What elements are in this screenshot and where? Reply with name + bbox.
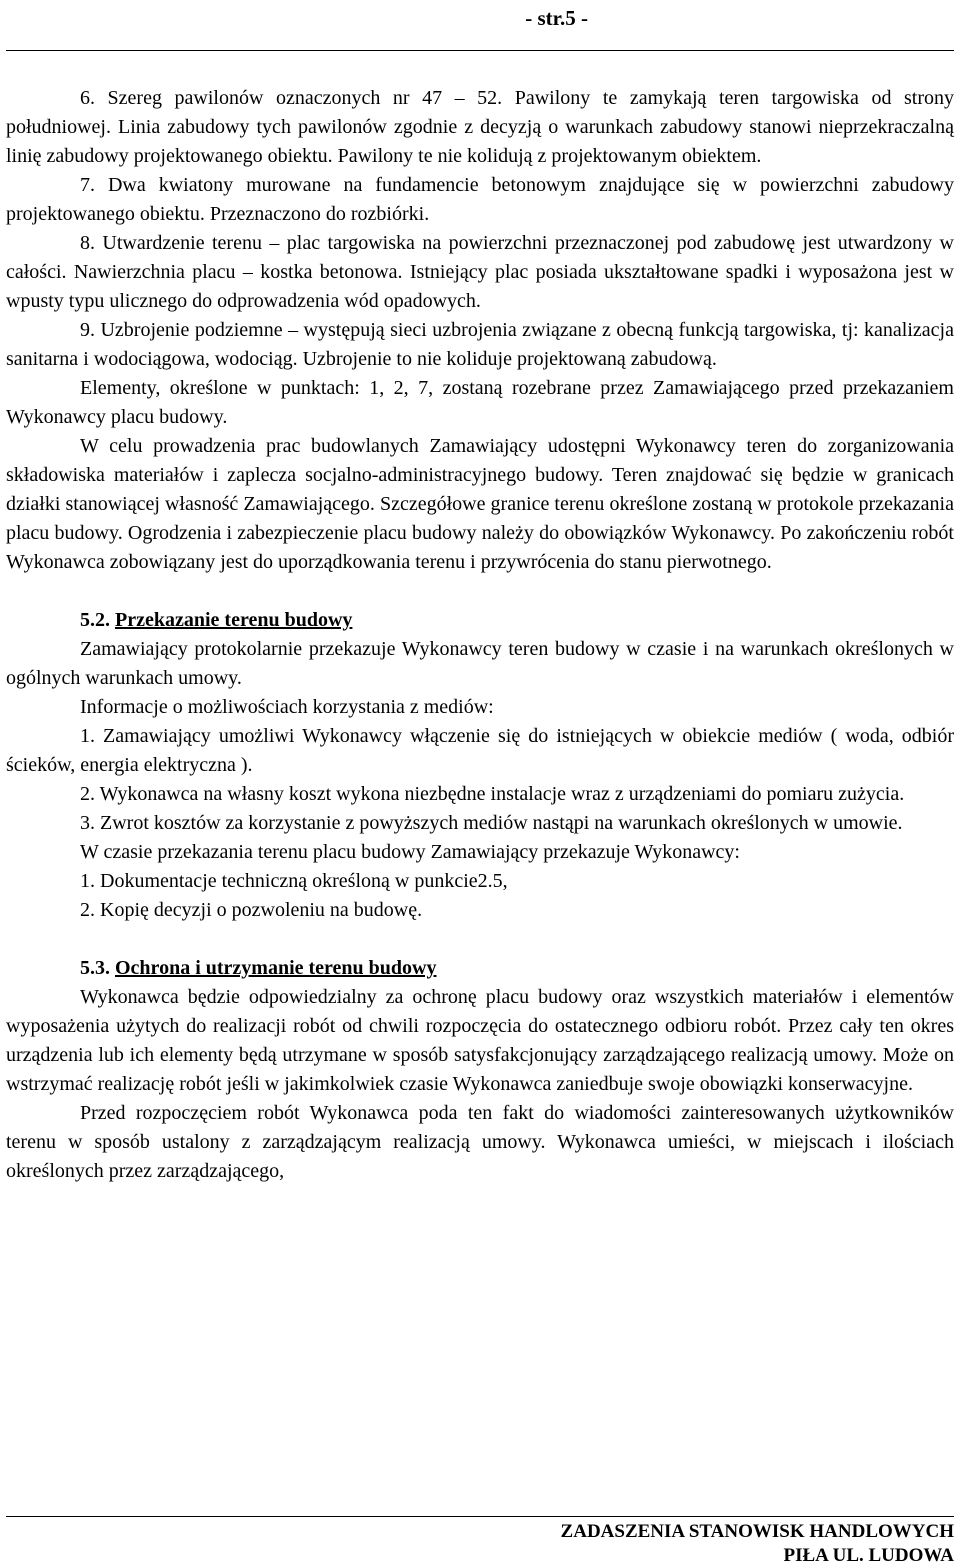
paragraph-item-6: 6. Szereg pawilonów oznaczonych nr 47 – 52. Pawilony te zamykają teren targowiska od strony południowej. Linia zabudowy tych pawilonów zgodnie z decyzją o warunkach zabudowy stanowi nieprzekraczalną linię zabudowy projektowanego obiektu. Pawilony te nie kolidują z projektowanym obiektem. — [6, 87, 954, 167]
section-5-3-paragraph: Wykonawca będzie odpowiedzialny za ochronę placu budowy oraz wszystkich materiałów i elementów wyposażenia użytych do realizacji robót od chwili rozpoczęcia do ostatecznego odbioru robót. Przez cały ten okres urządzenia lub ich elementy będą utrzymane w sposób satysfakcjonujący zarządzającego realizacją umowy. Może on wstrzymać realizację robót jeśli w jakimkolwiek czasie Wykonawca zaniedbuje swoje obowiązki konserwacyjne. — [6, 986, 954, 1095]
section-heading-5-3 — [6, 954, 954, 983]
page-number: - str.5 - — [525, 6, 588, 30]
section-title: Ochrona i utrzymanie terenu budowy — [115, 957, 437, 979]
footer-rule — [6, 1516, 954, 1517]
footer-location: PIŁA UL. LUDOWA — [783, 1545, 954, 1566]
paragraph-item-8: 8. Utwardzenie terenu – plac targowiska na powierzchni przeznaczonej pod zabudowę jest utwardzony w całości. Nawierzchnia placu – kostka betonowa. Istniejący plac posiada ukształtowane spadki i wyposażona jest w wpusty typu ulicznego do odprowadzenia wód opadowych. — [6, 232, 954, 312]
section-number: 5.3. — [80, 957, 110, 979]
header-rule — [6, 50, 954, 51]
handover-item: 1. Dokumentacje techniczną określoną w punkcie2.5, — [80, 870, 508, 892]
media-item: 1. Zamawiający umożliwi Wykonawcy włączenie się do istniejących w obiekcie mediów ( woda, odbiór ścieków, energia elektryczna ). — [6, 725, 954, 776]
paragraph-item-7: 7. Dwa kwiatony murowane na fundamencie betonowym znajdujące się w powierzchni zabudowy projektowanego obiektu. Przeznaczono do rozbiórki. — [6, 174, 954, 225]
handover-item: 2. Kopię decyzji o pozwoleniu na budowę. — [80, 899, 423, 921]
footer-project-title: ZADASZENIA STANOWISK HANDLOWYCH — [560, 1521, 954, 1542]
document-body — [6, 84, 954, 1186]
media-item: 3. Zwrot kosztów za korzystanie z powyższych mediów nastąpi na warunkach określonych w umowie. — [80, 812, 903, 834]
paragraph-item-9: 9. Uzbrojenie podziemne – występują sieci uzbrojenia związane z obecną funkcją targowiska, tj: kanalizacja sanitarna i wodociągowa, wodociąg. Uzbrojenie to nie koliduje projektowaną zabudową. — [6, 319, 954, 370]
section-title: Przekazanie terenu budowy — [115, 609, 353, 631]
media-heading: Informacje o możliwościach korzystania z mediów: — [80, 696, 494, 718]
section-number: 5.2. — [80, 609, 110, 631]
media-item: 2. Wykonawca na własny koszt wykona niezbędne instalacje wraz z urządzeniami do pomiaru zużycia. — [80, 783, 905, 805]
paragraph-site-access: W celu prowadzenia prac budowlanych Zamawiający udostępni Wykonawcy teren do zorganizowania składowiska materiałów i zaplecza socjalno-administracyjnego budowy. Teren znajdować się będzie w granicach działki stanowiącej własność Zamawiającego. Szczegółowe granice terenu określone zostaną w protokole przekazania placu budowy. Ogrodzenia i zabezpieczenie placu budowy należy do obowiązków Wykonawcy. Po zakończeniu robót Wykonawca zobowiązany jest do uporządkowania terenu i przywrócenia do stanu pierwotnego. — [6, 435, 954, 573]
paragraph-elements-removed: Elementy, określone w punktach: 1, 2, 7, zostaną rozebrane przez Zamawiającego przed przekazaniem Wykonawcy placu budowy. — [6, 377, 954, 428]
section-heading-5-2 — [6, 606, 954, 635]
handover-heading: W czasie przekazania terenu placu budowy Zamawiający przekazuje Wykonawcy: — [80, 841, 740, 863]
section-5-3-paragraph: Przed rozpoczęciem robót Wykonawca poda ten fakt do wiadomości zainteresowanych użytkowników terenu w sposób ustalony z zarządzającym realizacją umowy. Wykonawca umieści, w miejscach i ilościach określonych przez zarządzającego, — [6, 1102, 954, 1182]
section-5-2-intro: Zamawiający protokolarnie przekazuje Wykonawcy teren budowy w czasie i na warunkach określonych w ogólnych warunkach umowy. — [6, 638, 954, 689]
